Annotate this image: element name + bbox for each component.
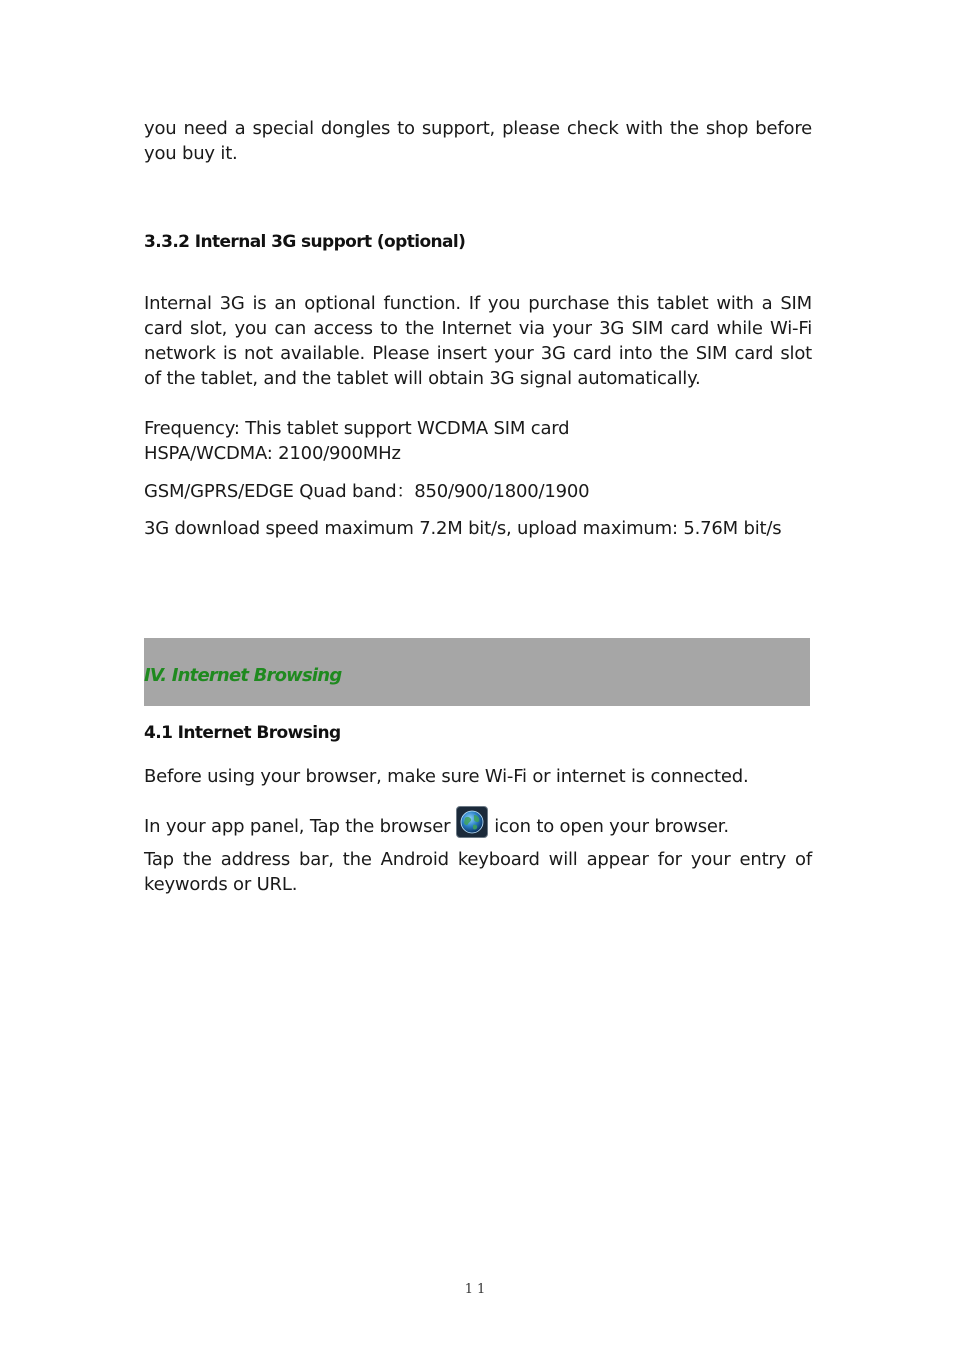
chapter-heading-band xyxy=(144,638,810,706)
browser-open-text-before: In your app panel, Tap the browser xyxy=(144,816,451,837)
browser-open-text-after: icon to open your browser. xyxy=(494,816,729,837)
section-heading-3-3-2: 3.3.2 Internal 3G support (optional) xyxy=(144,232,466,252)
speed-line: 3G download speed maximum 7.2M bit/s, upload maximum: 5.76M bit/s xyxy=(144,518,782,539)
section-heading-4-1: 4.1 Internet Browsing xyxy=(144,723,341,743)
hspa-line: HSPA/WCDMA: 2100/900MHz xyxy=(144,443,401,464)
chapter-title: IV. Internet Browsing xyxy=(144,665,342,686)
browser-connect-line: Before using your browser, make sure Wi-Fi or internet is connected. xyxy=(144,766,749,787)
gsm-line: GSM/GPRS/EDGE Quad band：850/900/1800/1900 xyxy=(144,481,590,502)
frequency-block xyxy=(144,416,812,466)
address-bar-paragraph: Tap the address bar, the Android keyboard will appear for your entry of keywords or URL. xyxy=(144,849,812,895)
page-number: 11 xyxy=(464,1282,490,1297)
globe-browser-icon xyxy=(456,806,488,838)
browser-open-line xyxy=(144,806,812,839)
internal-3g-paragraph: Internal 3G is an optional function. If you purchase this tablet with a SIM card slot, you can access to the Internet via your 3G SIM card while Wi-Fi network is not available. Please insert your 3G card into the SIM card slot of the tablet, and the tablet will obtain 3G signal automatically. xyxy=(144,293,812,389)
intro-paragraph: you need a special dongles to support, please check with the shop before you buy it. xyxy=(144,118,812,164)
frequency-line: Frequency: This tablet support WCDMA SIM card xyxy=(144,418,570,439)
